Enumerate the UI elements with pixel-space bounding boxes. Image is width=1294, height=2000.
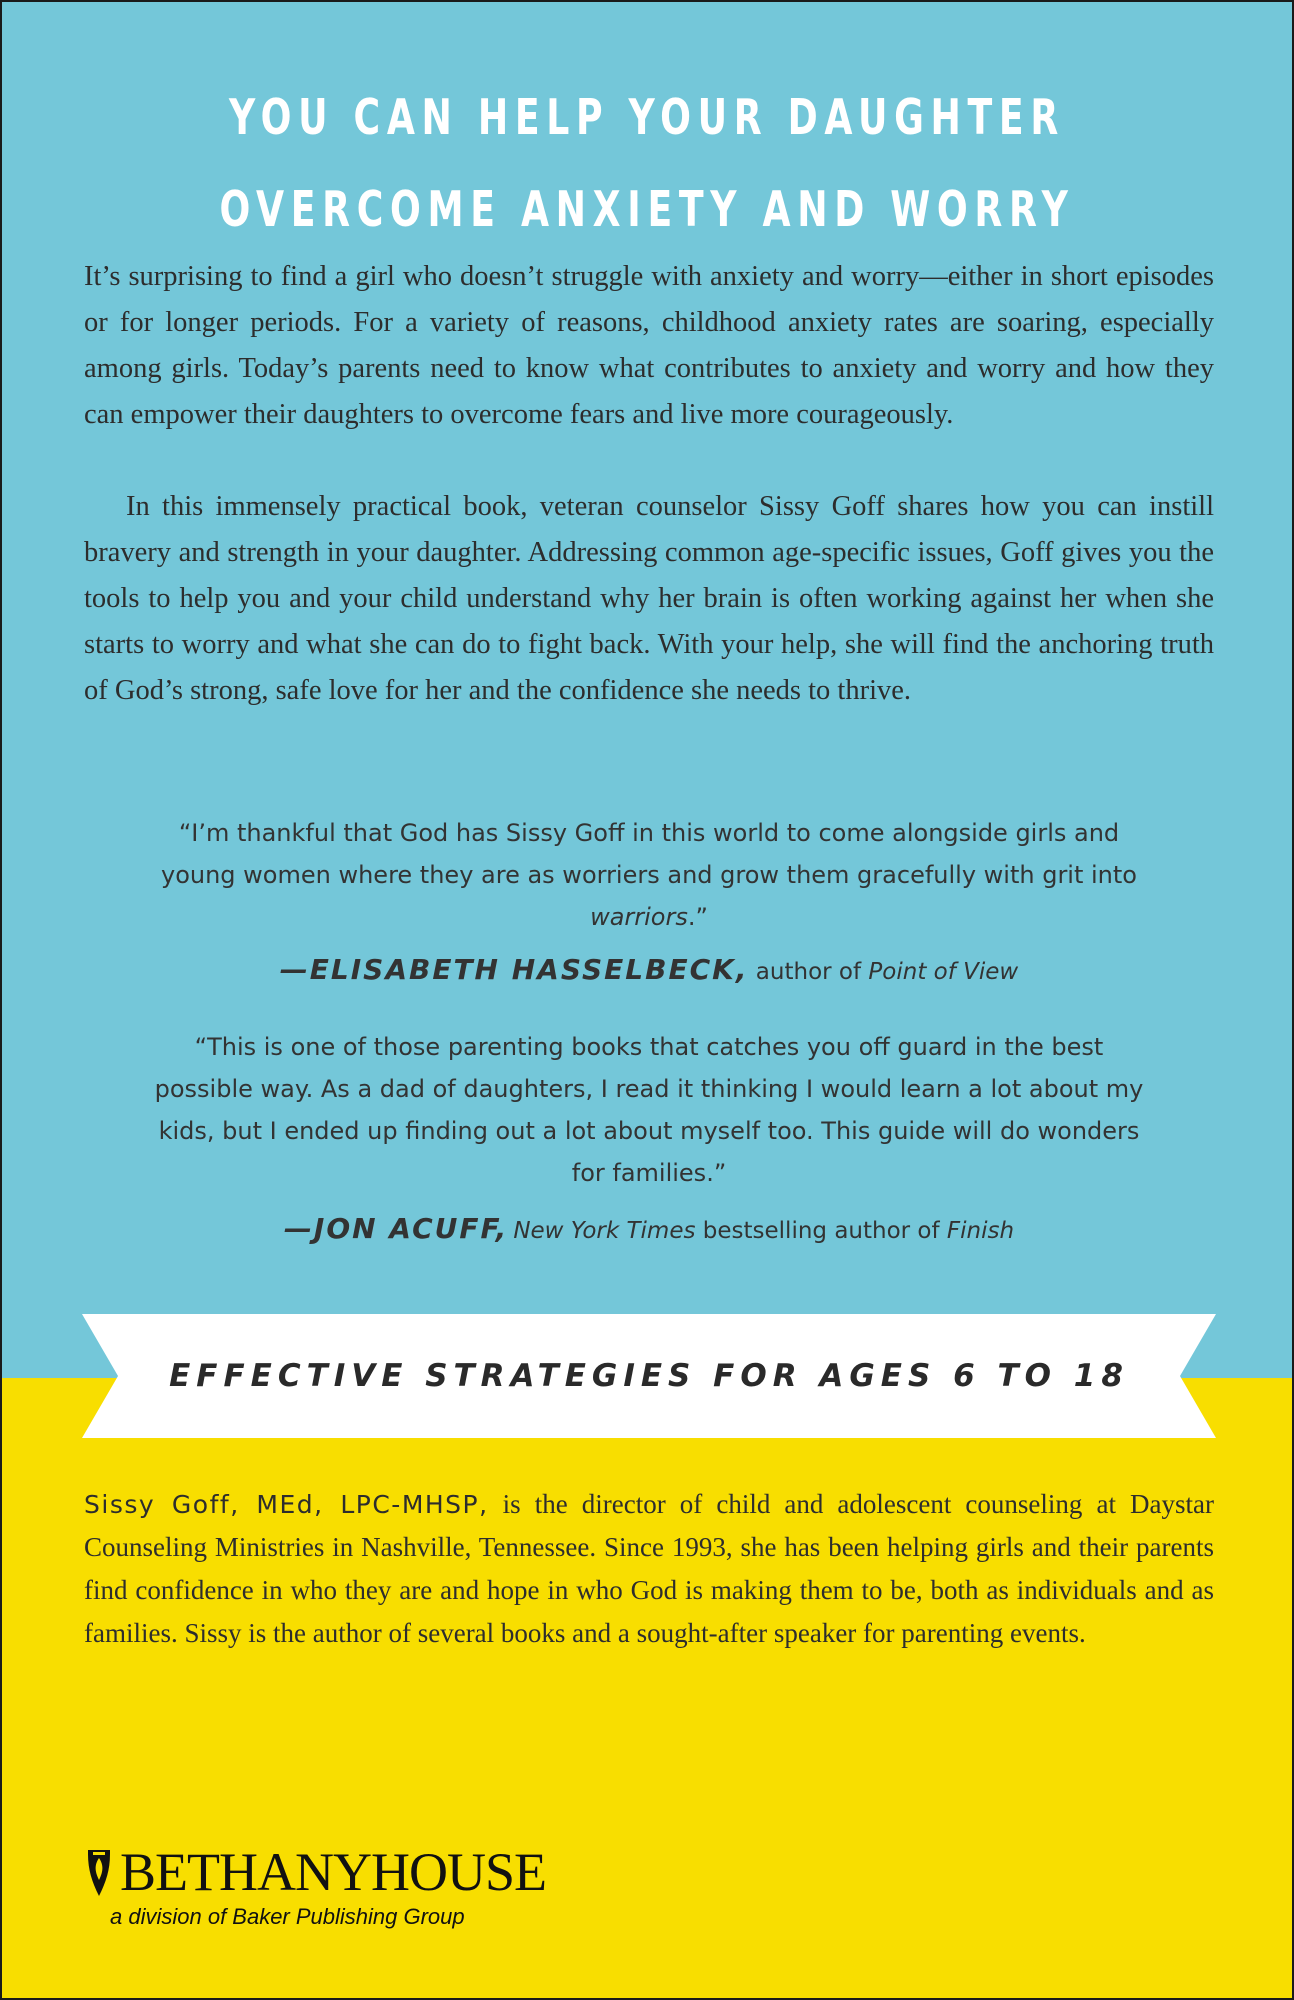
endorsement-attribution-1 [102, 953, 1196, 986]
endorser-role-1: author of [748, 959, 869, 985]
quill-flame-icon [84, 1848, 114, 1898]
endorser-publication-2: New York Times [513, 1218, 696, 1244]
endorser-book-2: Finish [946, 1218, 1015, 1244]
author-bio [84, 1483, 1214, 1655]
endorser-role-2: bestselling author of [695, 1218, 947, 1244]
headline-line-2: OVERCOME ANXIETY AND WORRY [219, 181, 1075, 238]
ribbon-banner [82, 1314, 1216, 1438]
ribbon-text: EFFECTIVE STRATEGIES FOR AGES 6 TO 18 [169, 1358, 1129, 1394]
publisher-subtitle: a division of Baker Publishing Group [110, 1904, 465, 1929]
endorser-book-1: Point of View [868, 959, 1019, 985]
description-paragraph-2: In this immensely practical book, veteran counselor Sissy Goff shares how you can instill bravery and strength in your daughter. Addressing common age-specific issues, Goff gives you the tools to help you and your child understand why her brain is often working against her when she starts to worry and what she can do to fight back. With your help, she will find the anchoring truth of God’s strong, safe love for her and the confidence she needs to thrive. [84, 491, 1214, 706]
endorsement-attribution-2 [102, 1212, 1196, 1245]
quote-1-text: “I’m thankful that God has Sissy Goff in this world to come alongside girls and young women where they are as worriers and grow them gracefully with grit into [161, 819, 1137, 889]
author-bio-text: is the director of child and adolescent counseling at Daystar Counseling Ministries in Nashville, Tennessee. Since 1993, she has been helping girls and their parents find confidence in who they are and hope in who God is making them to be, both as individuals and as families. Sissy is the author of several books and a sought-after speaker for parenting events. [84, 1489, 1214, 1648]
endorsement-quote-1 [152, 812, 1146, 938]
headline [170, 72, 1125, 256]
headline-line-1: YOU CAN HELP YOUR DAUGHTER [229, 89, 1065, 146]
publisher-name: BETHANYHOUSE [120, 1842, 546, 1902]
author-name: Sissy Goff, MEd, LPC-MHSP, [84, 1490, 489, 1519]
endorser-name-1: —ELISABETH HASSELBECK, [279, 953, 749, 986]
endorser-name-2: —JON ACUFF, [283, 1212, 509, 1245]
quote-1-emphasis: warriors [590, 903, 688, 931]
quote-1-end: .” [687, 903, 708, 931]
description-paragraph-1: It’s surprising to find a girl who doesn’t struggle with anxiety and worry—either in short episodes or for longer periods. For a variety of reasons, childhood anxiety rates are soaring, especially among girls. Today’s parents need to know what contributes to anxiety and worry and how they can empower their daughters to overcome fears and live more courageously. [84, 261, 1214, 430]
endorsement-quote-2: “This is one of those parenting books that catches you off guard in the best possible way. As a dad of daughters, I read it thinking I would learn a lot about my kids, but I ended up finding out a lot about myself too. This guide will do wonders for families.” [154, 1033, 1144, 1187]
